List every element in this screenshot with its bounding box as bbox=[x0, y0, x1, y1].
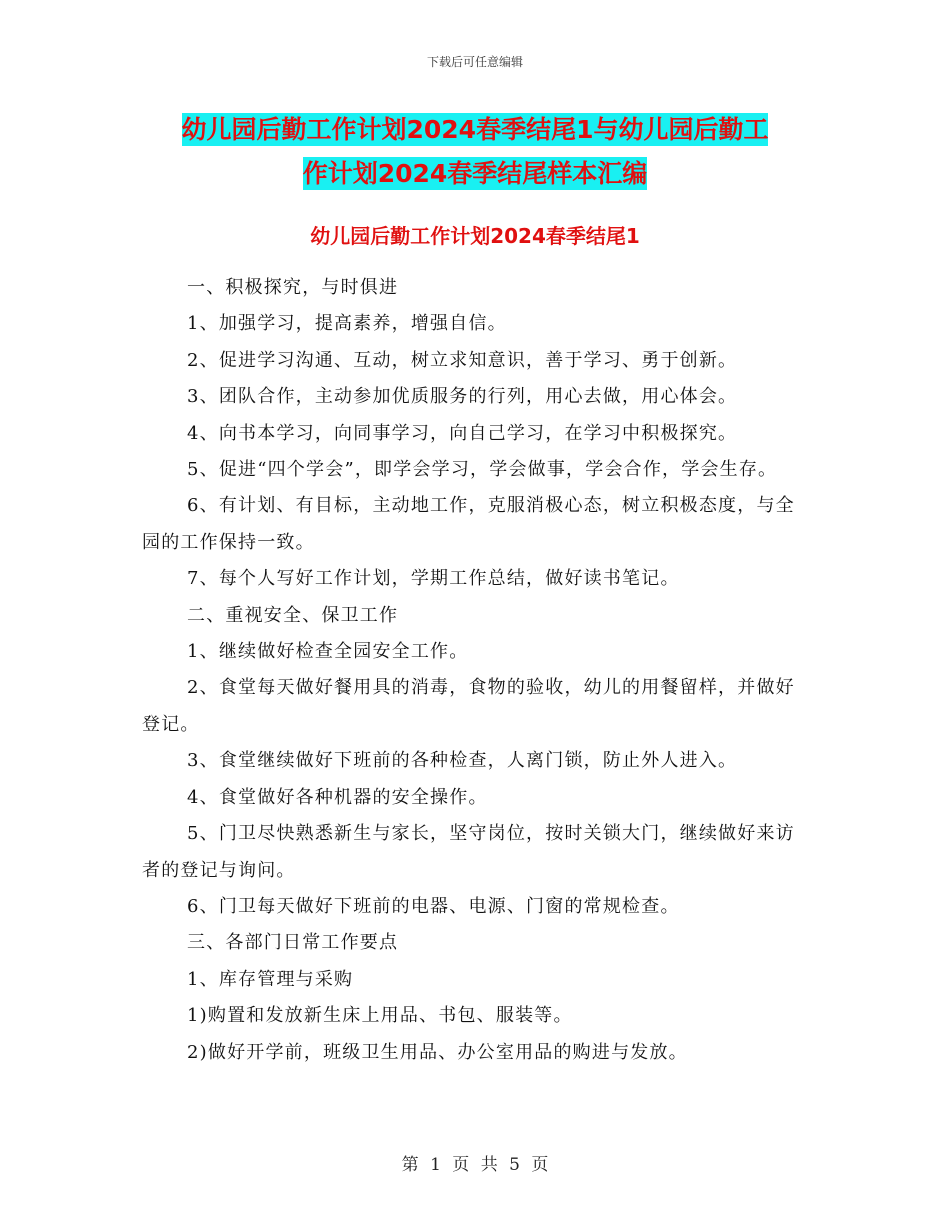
paragraph: 2、促进学习沟通、互动，树立求知意识，善于学习、勇于创新。 bbox=[187, 349, 738, 371]
paragraph: 2)做好开学前，班级卫生用品、办公室用品的购进与发放。 bbox=[187, 1041, 688, 1063]
paragraph: 三、各部门日常工作要点 bbox=[187, 932, 399, 954]
document-title-line-2: 作计划2024春季结尾样本汇编 bbox=[302, 159, 648, 188]
paragraph: 4、向书本学习，向同事学习，向自己学习，在学习中积极探究。 bbox=[187, 422, 738, 444]
paragraph: 7、每个人写好工作计划，学期工作总结，做好读书笔记。 bbox=[187, 568, 680, 590]
document-body bbox=[142, 270, 814, 1071]
header-note: 下载后可任意编辑 bbox=[426, 55, 523, 69]
document-title bbox=[120, 108, 830, 196]
paragraph: 5、促进“四个学会”，即学会学习，学会做事，学会合作，学会生存。 bbox=[187, 459, 778, 481]
paragraph: 2、食堂每天做好餐用具的消毒，食物的验收，幼儿的用餐留样，并做好登记。 bbox=[142, 677, 795, 735]
paragraph: 6、门卫每天做好下班前的电器、电源、门窗的常规检查。 bbox=[187, 895, 680, 917]
paragraph: 1、库存管理与采购 bbox=[187, 968, 354, 990]
page-footer: 第 1 页 共 5 页 bbox=[401, 1155, 549, 1175]
paragraph: 5、门卫尽快熟悉新生与家长，坚守岗位，按时关锁大门，继续做好来访者的登记与询问。 bbox=[142, 823, 795, 881]
paragraph: 4、食堂做好各种机器的安全操作。 bbox=[187, 786, 488, 808]
paragraph: 6、有计划、有目标，主动地工作，克服消极心态，树立积极态度，与全园的工作保持一致。 bbox=[142, 495, 795, 553]
paragraph: 3、食堂继续做好下班前的各种检查，人离门锁，防止外人进入。 bbox=[187, 750, 738, 772]
paragraph: 二、重视安全、保卫工作 bbox=[187, 604, 399, 626]
paragraph: 1、继续做好检查全园安全工作。 bbox=[187, 641, 469, 663]
paragraph: 一、积极探究，与时俱进 bbox=[187, 277, 399, 298]
paragraph: 1)购置和发放新生床上用品、书包、服装等。 bbox=[187, 1005, 573, 1027]
paragraph: 1、加强学习，提高素养，增强自信。 bbox=[187, 313, 507, 335]
document-title-line-1: 幼儿园后勤工作计划2024春季结尾1与幼儿园后勤工 bbox=[181, 115, 769, 144]
section-title: 幼儿园后勤工作计划2024春季结尾1 bbox=[310, 224, 640, 248]
paragraph: 3、团队合作，主动参加优质服务的行列，用心去做，用心体会。 bbox=[187, 386, 738, 408]
